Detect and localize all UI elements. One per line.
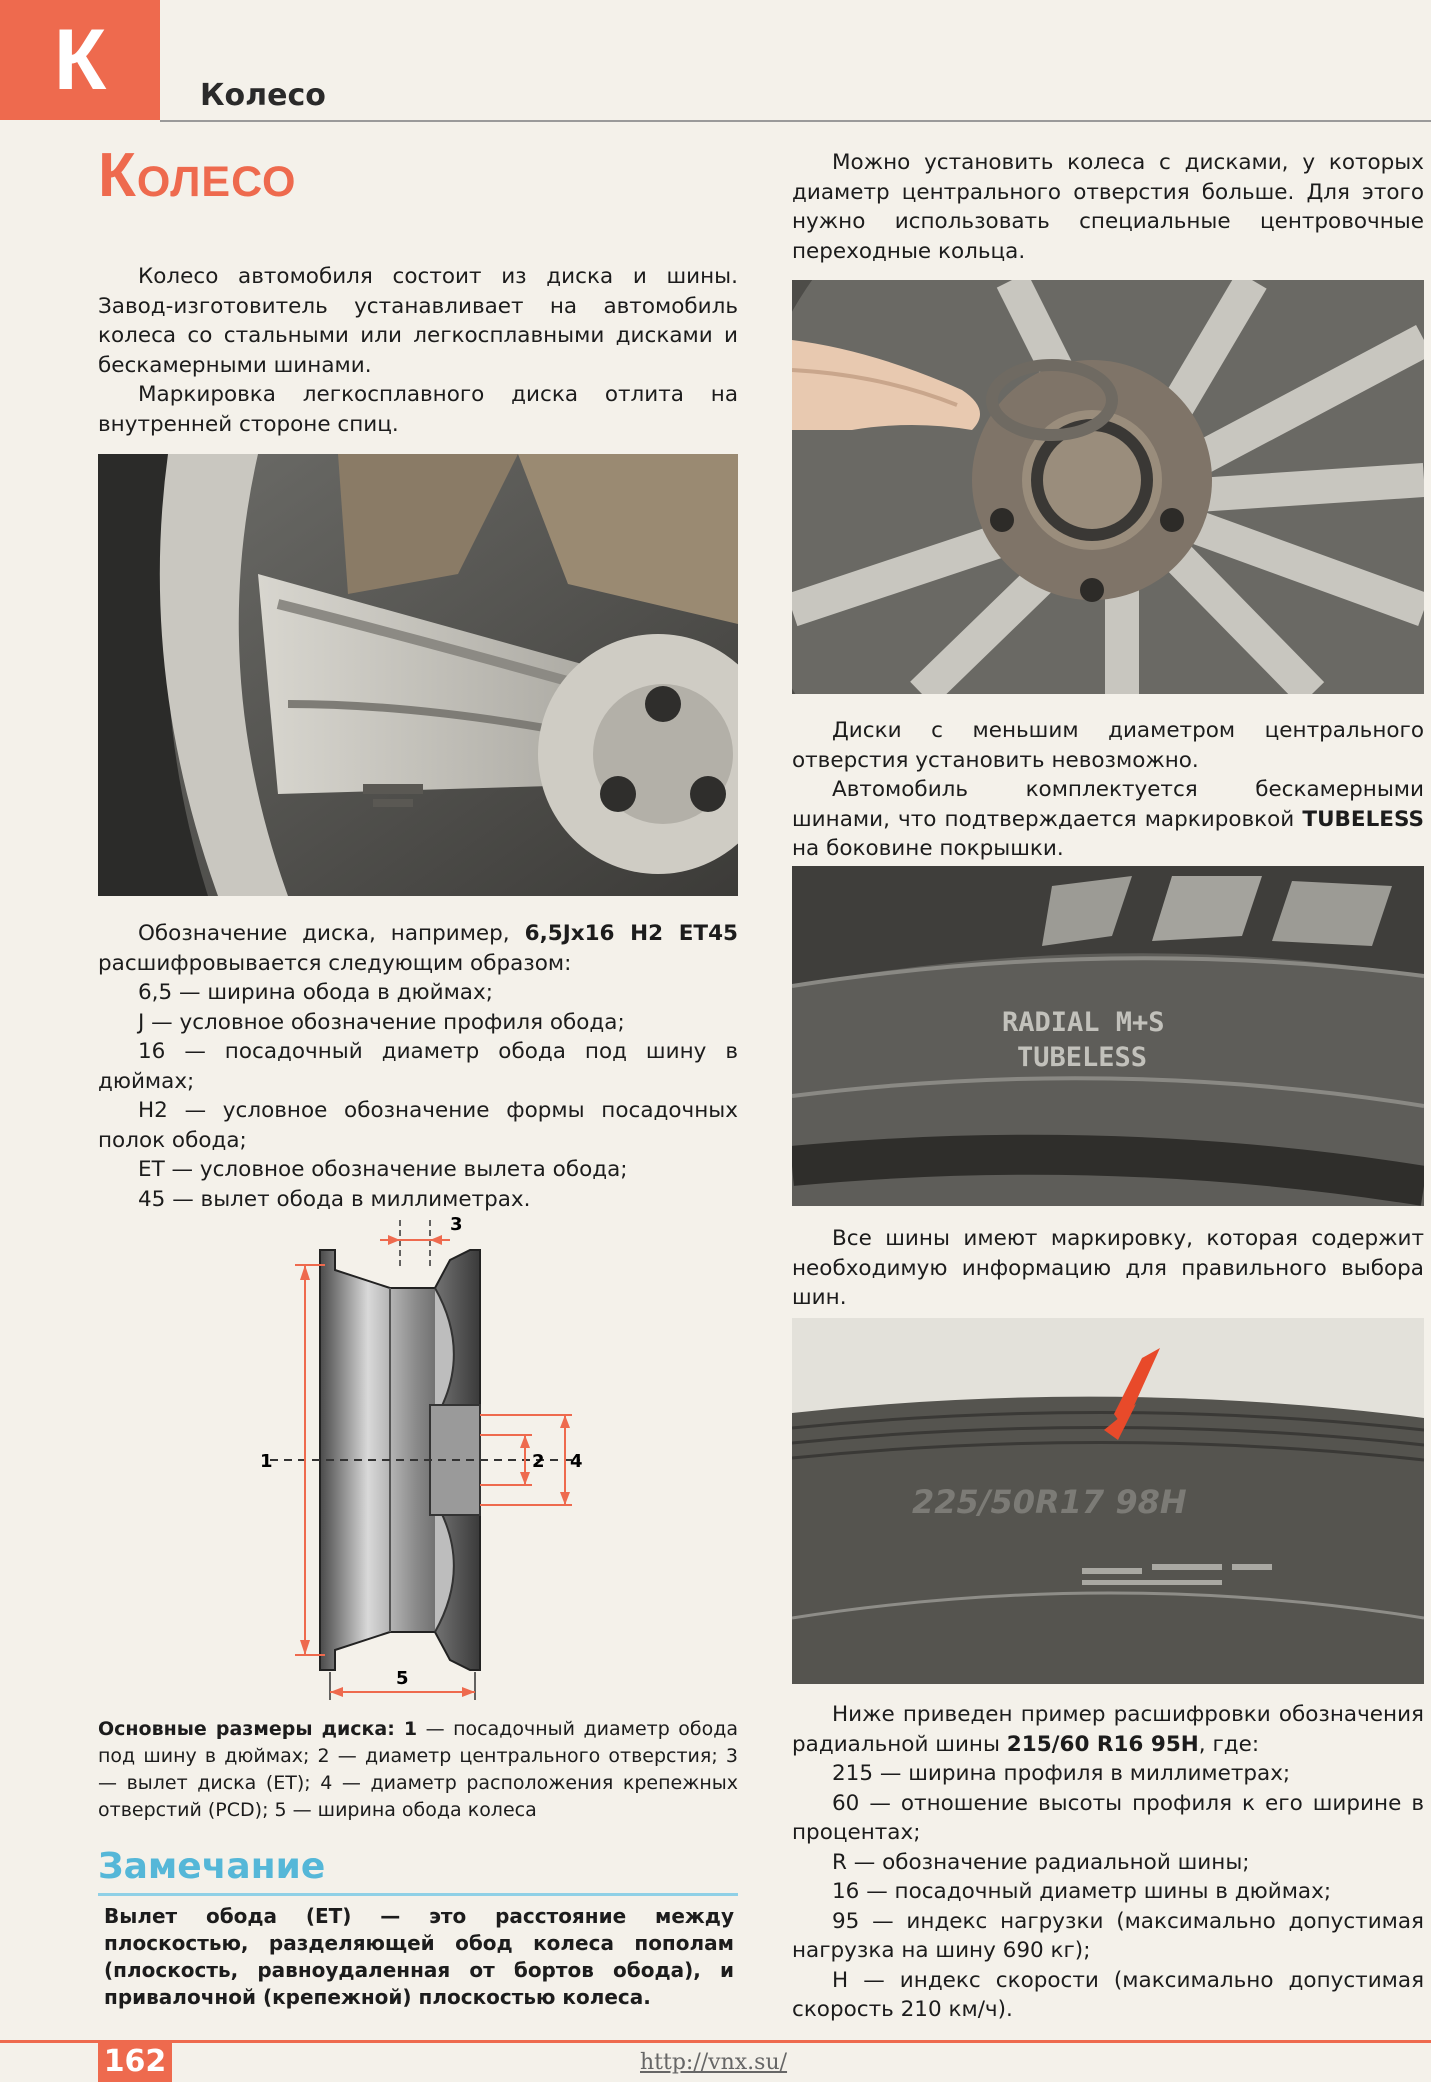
- note-title: Замечание: [98, 1846, 326, 1887]
- tire-item: 95 — индекс нагрузки (максимально допустимая нагрузка на шину 690 кг);: [792, 1908, 1424, 1963]
- sidewall-size-text: 225/50R17 98H: [912, 1483, 1187, 1521]
- adapter-rings-paragraph: Можно установить колеса с дисками, у которых диаметр центрального отверстия больше. Для этого нужно использовать специальные центровочные переходные кольца.: [792, 150, 1424, 264]
- tubeless-text-a: Автомобиль комплектуется бескамерными шинами, что подтверждается маркировкой: [792, 777, 1424, 832]
- tire-decoding-intro: [792, 1700, 1424, 1759]
- rim-dimension-diagram: [240, 1210, 600, 1710]
- rim-item: 45 — вылет обода в миллиметрах.: [138, 1186, 531, 1212]
- tubeless-paragraph: [792, 775, 1424, 864]
- page-title: Колесо: [98, 141, 297, 210]
- running-title: Колесо: [200, 78, 326, 113]
- tire-mark-tubeless: TUBELESS: [1017, 1042, 1148, 1073]
- diagram-label-5: 5: [396, 1668, 409, 1689]
- centering-ring-photo: [792, 280, 1424, 694]
- tubeless-text: [792, 716, 1424, 864]
- tire-decoding-intro-a: Ниже приведен пример расшифровки обозначения радиальной шины: [792, 1702, 1424, 1757]
- tire-decoding-block: [792, 1700, 1424, 2025]
- note-rule: [98, 1893, 738, 1896]
- tubeless-keyword: TUBELESS: [1302, 806, 1424, 832]
- marking-paragraph: Маркировка легкосплавного диска отлита на внутренней стороне спиц.: [98, 382, 738, 437]
- diagram-label-3: 3: [450, 1214, 463, 1235]
- diagram-label-1: 1: [260, 1451, 273, 1472]
- tire-marking-paragraph: Все шины имеют маркировку, которая содержит необходимую информацию для правильного выбора шин.: [792, 1226, 1424, 1310]
- diagram-caption-bold: Основные размеры диска: 1: [98, 1718, 418, 1740]
- diagram-label-2: 2: [532, 1451, 545, 1472]
- rim-designation-code: 6,5Jx16 H2 ET45: [524, 921, 738, 946]
- page-number: 162: [98, 2040, 172, 2082]
- tire-item: R — обозначение радиальной шины;: [832, 1849, 1250, 1875]
- tire-item: 60 — отношение высоты профиля к его ширине в процентах;: [792, 1790, 1424, 1845]
- tire-item: 215 — ширина профиля в миллиметрах;: [832, 1761, 1291, 1786]
- rim-designation-block: [98, 919, 738, 1214]
- alloy-wheel-photo: [98, 454, 738, 896]
- intro-text: [98, 262, 738, 439]
- tire-item: H — индекс скорости (максимально допустимая скорость 210 км/ч).: [792, 1967, 1424, 2022]
- tire-sidewall-size-photo: [792, 1318, 1424, 1684]
- tire-mark-radial: RADIAL M+S: [1002, 1007, 1165, 1038]
- site-url-link[interactable]: http://vnx.su/: [640, 2050, 788, 2075]
- rim-item: ET — условное обозначение вылета обода;: [138, 1157, 628, 1182]
- note-body: Вылет обода (ET) — это расстояние между плоскостью, разделяющей обод колеса пополам (плоскость, равноудаленная от бортов обода), и привалочной (крепежной) плоскостью колеса.: [104, 1904, 734, 2009]
- rim-item: 16 — посадочный диаметр обода под шину в дюймах;: [98, 1039, 738, 1094]
- smaller-hole-paragraph: Диски с меньшим диаметром центрального отверстия установить невозможно.: [792, 718, 1424, 773]
- tire-marking-text: [792, 1224, 1424, 1313]
- tire-size-code: 215/60 R16 95H: [1006, 1731, 1199, 1757]
- section-tab-letter: К: [0, 0, 160, 120]
- diagram-label-4: 4: [570, 1451, 583, 1472]
- adapter-rings-text: [792, 148, 1424, 266]
- diagram-caption-rest: — посадочный диаметр обода под шину в дюймах; 2 — диаметр центрального отверстия; 3 — вылет диска (ET); 4 — диаметр расположения крепежных отверстий (PCD); 5 — ширина обода колеса: [98, 1718, 738, 1821]
- rim-item: 6,5 — ширина обода в дюймах;: [138, 980, 493, 1005]
- header-rule: [160, 120, 1431, 122]
- rim-item: J — условное обозначение профиля обода;: [138, 1009, 625, 1035]
- tubeless-text-c: на боковине покрышки.: [792, 836, 1064, 861]
- tire-decoding-intro-c: , где:: [1198, 1731, 1260, 1757]
- intro-paragraph: Колесо автомобиля состоит из диска и шины. Завод-изготовитель устанавливает на автомобиль колеса со стальными или легкосплавными дисками и бескамерными шинами.: [98, 264, 738, 378]
- diagram-caption: [98, 1716, 738, 1824]
- rim-item: H2 — условное обозначение формы посадочных полок обода;: [98, 1098, 738, 1153]
- rim-designation-intro-b: расшифровывается следующим образом:: [98, 950, 572, 976]
- footer-rule: [0, 2040, 1431, 2043]
- rim-designation-intro: [98, 919, 738, 978]
- tire-item: 16 — посадочный диаметр шины в дюймах;: [832, 1879, 1332, 1904]
- rim-designation-intro-a: Обозначение диска, например,: [138, 921, 525, 946]
- tire-tubeless-marking-photo: [792, 866, 1424, 1206]
